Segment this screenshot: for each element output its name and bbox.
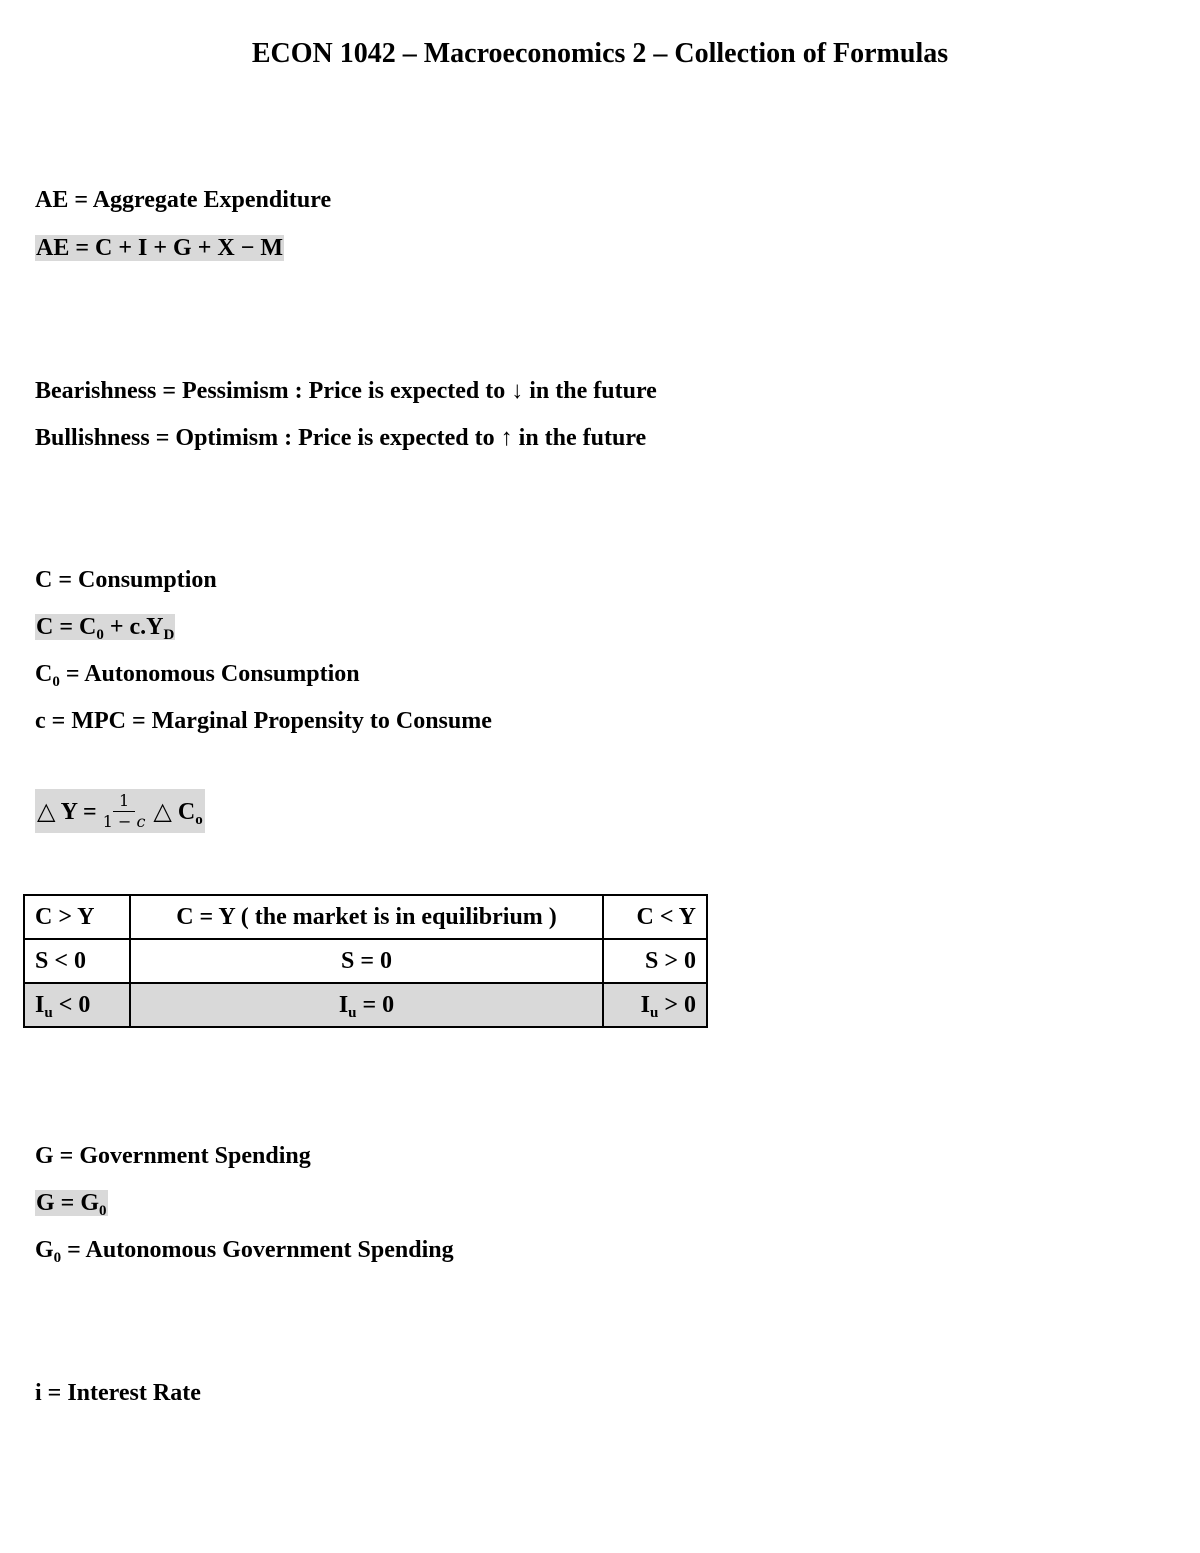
multiplier-fraction xyxy=(103,792,146,831)
autonomous-government-symbol: G xyxy=(35,1237,54,1263)
mpc-definition: c = MPC = Marginal Propensity to Consume xyxy=(35,708,492,734)
consumption-formula xyxy=(35,614,175,643)
cell-rest: < 0 xyxy=(52,991,91,1018)
bearishness-definition: Bearishness = Pessimism : Price is expected to ↓ in the future xyxy=(35,378,657,404)
multiplier-right xyxy=(153,796,202,826)
table-cell: C > Y xyxy=(24,895,130,939)
table-cell: S < 0 xyxy=(24,939,130,983)
table-cell: S = 0 xyxy=(130,939,603,983)
multiplier-denominator-prefix: 1 − xyxy=(102,811,137,831)
consumption-formula-mid: + c.Y xyxy=(103,614,164,640)
ae-formula-line xyxy=(35,233,284,263)
multiplier-denominator xyxy=(103,812,146,831)
consumption-formula-line xyxy=(35,612,175,642)
cell-base: I xyxy=(338,991,349,1018)
cell-base: I xyxy=(640,991,650,1018)
cell-sub: u xyxy=(348,1004,357,1021)
multiplier-right-prefix: △ C xyxy=(153,799,196,825)
multiplier-formula xyxy=(35,789,205,833)
equilibrium-table xyxy=(23,894,708,1028)
multiplier-right-sub: o xyxy=(195,812,203,828)
table-row xyxy=(24,895,707,939)
autonomous-government-text: = Autonomous Government Spending xyxy=(61,1237,454,1263)
cell-rest: = 0 xyxy=(356,991,395,1018)
autonomous-consumption-symbol: C xyxy=(35,661,53,687)
consumption-formula-prefix: C = C xyxy=(36,614,97,640)
cell-base: I xyxy=(35,991,45,1018)
cell-rest: > 0 xyxy=(658,991,696,1018)
autonomous-consumption-definition xyxy=(35,659,360,689)
autonomous-government-sub: 0 xyxy=(53,1250,62,1266)
page-title: ECON 1042 – Macroeconomics 2 – Collection of Formulas xyxy=(251,38,949,69)
table-cell: C = Y ( the market is in equilibrium ) xyxy=(130,895,603,939)
bullishness-definition: Bullishness = Optimism : Price is expected to ↑ in the future xyxy=(35,425,647,451)
government-formula xyxy=(35,1190,108,1219)
cell-sub: u xyxy=(44,1004,53,1021)
multiplier-numerator: 1 xyxy=(113,792,135,812)
consumption-definition: C = Consumption xyxy=(35,567,217,593)
consumption-formula-sub0: 0 xyxy=(96,627,104,643)
ae-formula: AE = C + I + G + X − M xyxy=(36,235,284,261)
government-definition: G = Government Spending xyxy=(35,1143,311,1169)
table-cell: S > 0 xyxy=(603,939,707,983)
autonomous-consumption-text: = Autonomous Consumption xyxy=(59,661,360,687)
consumption-formula-subD: D xyxy=(163,627,175,643)
table-row xyxy=(24,983,707,1027)
multiplier-left: △ Y = xyxy=(37,799,97,825)
table-cell xyxy=(130,983,603,1027)
table-cell xyxy=(603,983,707,1027)
autonomous-consumption-sub: 0 xyxy=(52,674,60,690)
autonomous-government-definition xyxy=(35,1235,454,1265)
table-cell xyxy=(24,983,130,1027)
government-formula-line xyxy=(35,1188,108,1218)
multiplier-denominator-var: c xyxy=(136,811,146,831)
cell-sub: u xyxy=(649,1004,659,1021)
table-cell: C < Y xyxy=(603,895,707,939)
government-formula-prefix: G = G xyxy=(36,1190,100,1216)
government-formula-sub: 0 xyxy=(99,1203,107,1219)
ae-definition: AE = Aggregate Expenditure xyxy=(35,187,332,213)
interest-definition: i = Interest Rate xyxy=(35,1380,201,1406)
table-row xyxy=(24,939,707,983)
